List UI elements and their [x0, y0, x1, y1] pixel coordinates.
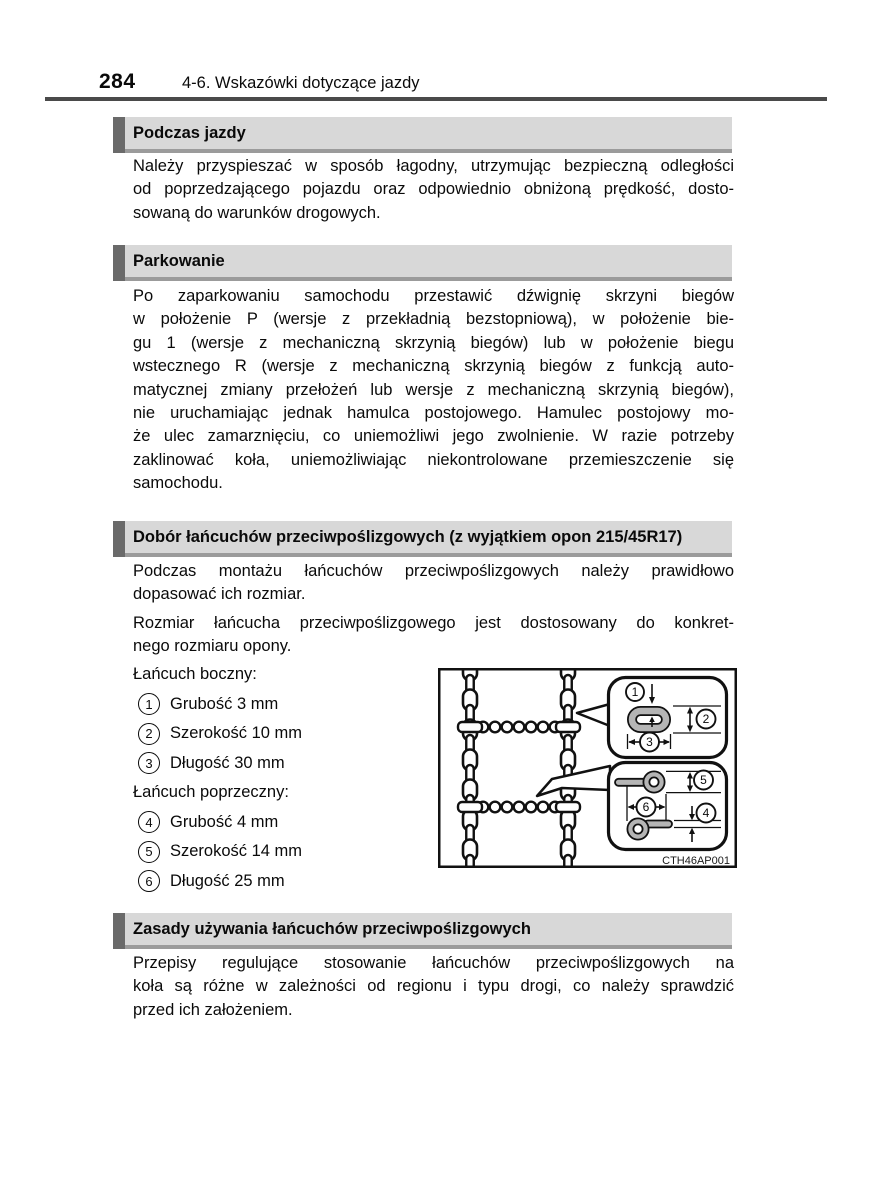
list-item-text: Szerokość 14 mm	[170, 842, 303, 861]
section-title: Podczas jazdy	[133, 124, 246, 142]
chain-spec-list	[133, 660, 438, 896]
text-line: nego rozmiaru opony.	[133, 637, 292, 656]
figure-callout-5: 5	[700, 773, 707, 788]
figure-callout-6: 6	[642, 800, 650, 815]
list-item-text: Grubość 4 mm	[170, 812, 279, 831]
list-item	[133, 837, 438, 867]
label-text: Łańcuch poprzeczny:	[133, 783, 289, 802]
list-item-text: Długość 25 mm	[170, 871, 285, 890]
section-bar-podczas-jazdy	[113, 117, 732, 153]
callout-number-badge: 4	[138, 811, 160, 833]
list-item-text: Długość 30 mm	[170, 753, 285, 772]
figure-callout-3: 3	[646, 735, 653, 750]
header-rule	[45, 97, 827, 101]
callout-number-badge: 5	[138, 841, 160, 863]
section-bar-parkowanie	[113, 245, 732, 281]
text-line: w położenie P (wersje z przekładnią bezstopniową), w położenie bie-	[133, 310, 734, 329]
callout-number-badge: 1	[138, 693, 160, 715]
paragraph	[133, 155, 734, 225]
callout-bubble-cross-link	[609, 763, 727, 850]
text-line: samochodu.	[133, 474, 223, 493]
figure-callout-1: 1	[631, 685, 639, 700]
text-line: że ulec zamarznięciu, co uniemożliwi jego zwolnienie. W razie potrzeby	[133, 427, 734, 446]
paragraph	[133, 560, 734, 607]
text-line: Podczas montażu łańcuchów przeciwpoślizgowych należy prawidłowo	[133, 562, 734, 580]
callout-number-badge: 2	[138, 723, 160, 745]
label-text: Łańcuch boczny:	[133, 665, 257, 684]
list-item	[133, 719, 438, 749]
figure-caption: CTH46AP001	[662, 855, 730, 867]
list-item	[133, 867, 438, 897]
text-line: matycznej zmiany przełożeń lub wersje z mechaniczną skrzynią biegów),	[133, 380, 734, 399]
paragraph	[133, 612, 734, 659]
list-item-text: Grubość 3 mm	[170, 694, 279, 713]
callout-bubble-side-link	[609, 678, 727, 758]
text-line: sowaną do warunków drogowych.	[133, 203, 381, 222]
section-title: Zasady używania łańcuchów przeciwpoślizgowych	[133, 920, 531, 938]
section-bar-zasady	[113, 913, 732, 949]
text-line: wstecznego R (wersje z mechaniczną skrzynią biegów z funkcją auto-	[133, 357, 734, 376]
paragraph	[133, 285, 734, 496]
paragraph	[133, 952, 734, 1022]
list-item	[133, 808, 438, 838]
section-bar-dobor-lancuchow	[113, 521, 732, 557]
section-title: Parkowanie	[133, 252, 225, 270]
page-number: 284	[99, 70, 136, 93]
tire-chain-figure	[438, 668, 737, 868]
text-line: Po zaparkowaniu samochodu przestawić dźwignię skrzyni biegów	[133, 287, 734, 305]
figure-callout-2: 2	[702, 712, 710, 727]
text-line: dopasować ich rozmiar.	[133, 585, 306, 604]
text-line: koła są różne w zależności od regionu i typu drogi, co należy sprawdzić	[133, 977, 734, 996]
text-line: Przepisy regulujące stosowanie łańcuchów przeciwpoślizgowych na	[133, 954, 734, 972]
text-line: nie uruchamiając jednak hamulca postojowego. Hamulec postojowy mo-	[133, 404, 734, 423]
text-line: Rozmiar łańcucha przeciwpoślizgowego jest dostosowany do konkret-	[133, 614, 734, 632]
list-item	[133, 749, 438, 779]
text-line: od poprzedzającego pojazdu oraz odpowiednio obniżoną prędkość, dosto-	[133, 180, 734, 199]
list-item-text: Szerokość 10 mm	[170, 724, 303, 743]
text-line: gu 1 (wersje z mechaniczną skrzynią biegów) lub w położenie biegu	[133, 333, 734, 352]
callout-number-badge: 3	[138, 752, 160, 774]
section-title: Dobór łańcuchów przeciwpoślizgowych (z wyjątkiem opon 215/45R17)	[133, 528, 683, 546]
side-chain-label	[133, 660, 438, 690]
breadcrumb: 4-6. Wskazówki dotyczące jazdy	[182, 74, 420, 92]
text-line: Należy przyspieszać w sposób łagodny, utrzymując bezpieczną odległości	[133, 157, 734, 175]
callout-number-badge: 6	[138, 870, 160, 892]
list-item	[133, 690, 438, 720]
text-line: przed ich założeniem.	[133, 1000, 293, 1019]
cross-chain-label	[133, 778, 438, 808]
figure-callout-4: 4	[702, 806, 710, 821]
text-line: zaklinować koła, uniemożliwiając niekontrolowane przemieszczenie się	[133, 450, 734, 469]
